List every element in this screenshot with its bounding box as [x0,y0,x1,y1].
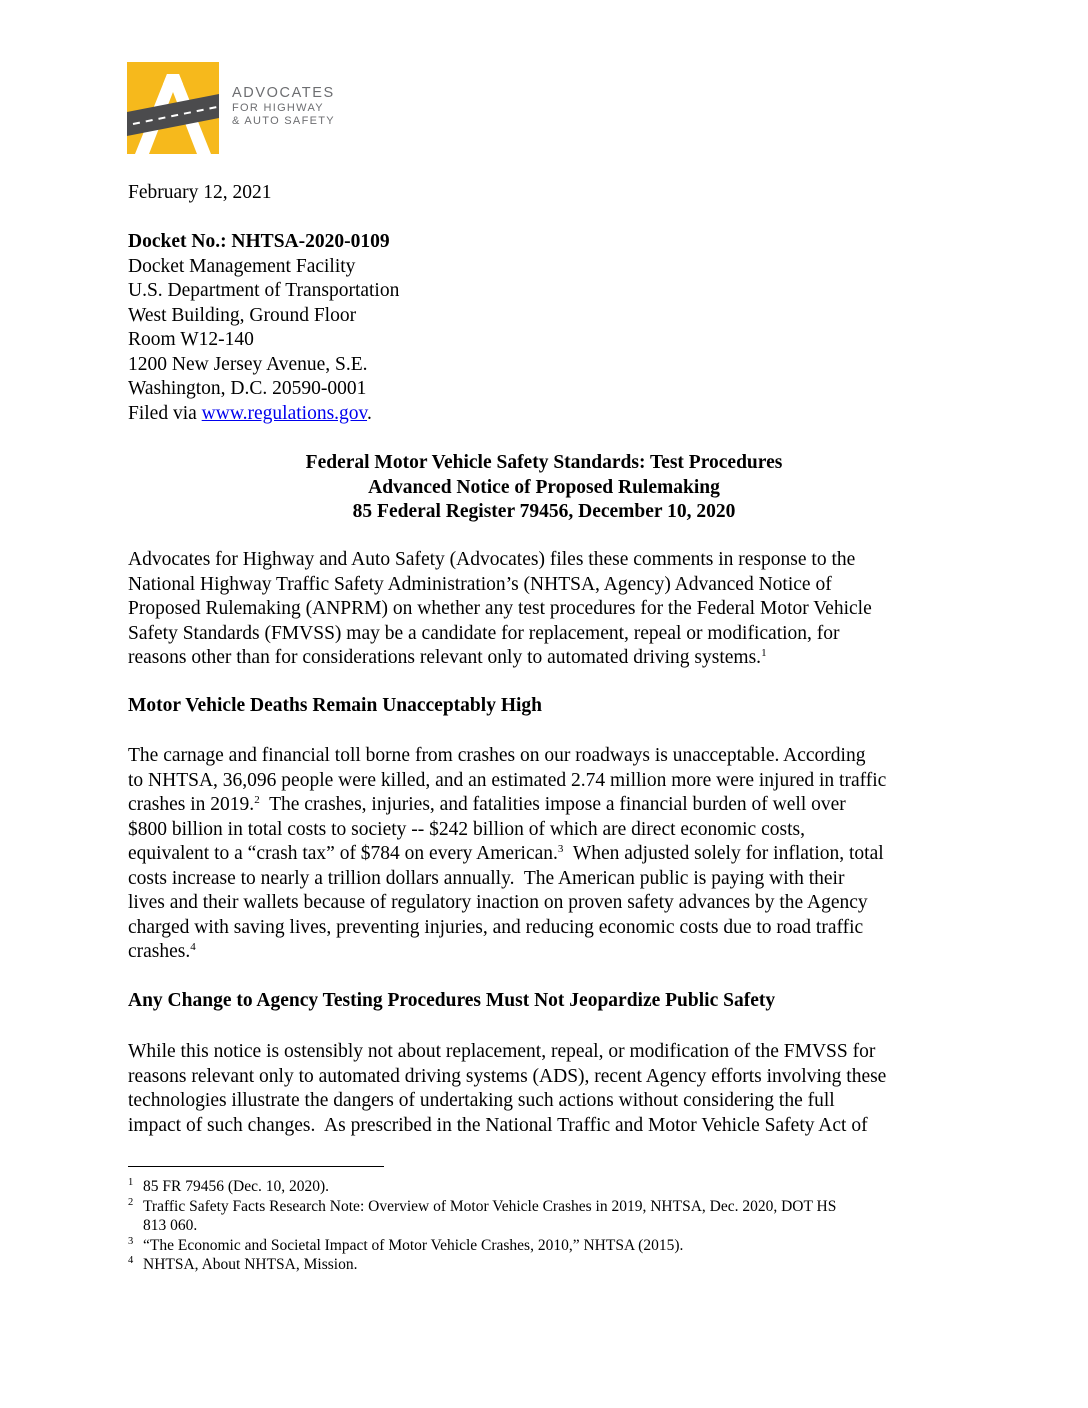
paragraph-line: Safety Standards (FMVSS) may be a candidate for replacement, repeal or modification, for [128,622,840,644]
intro-paragraph [128,548,968,671]
paragraph-line: impact of such changes. As prescribed in the National Traffic and Motor Vehicle Safety Act of [128,1114,868,1136]
footnote [128,1177,968,1197]
footnote-ref-1[interactable]: 1 [761,647,767,659]
paragraph-line: While this notice is ostensibly not about replacement, repeal, or modification of the FMVSS for [128,1041,876,1062]
paragraph-line [128,940,968,965]
paragraph-line: charged with saving lives, preventing injuries, and reducing economic costs due to road traffic [128,916,864,938]
filed-via-suffix: . [367,402,372,424]
address-line: Washington, D.C. 20590-0001 [128,378,367,399]
footnote-number: 3 [128,1235,134,1247]
paragraph-line: technologies illustrate the dangers of undertaking such actions without considering the full [128,1090,835,1111]
address-line: U.S. Department of Transportation [128,280,400,301]
paragraph-text: When adjusted solely for inflation, total [563,843,884,864]
regulations-gov-link[interactable]: www.regulations.gov [201,402,368,424]
paragraph-line: $800 billion in total costs to society -- $242 billion of which are direct economic costs, [128,818,805,840]
paragraph-line: costs increase to nearly a trillion dollars annually. The American public is paying with their [128,867,845,889]
paragraph-line [128,842,968,867]
title-line-1: Federal Motor Vehicle Safety Standards: Test Procedures [305,452,783,473]
paragraph-line: Advocates for Highway and Auto Safety (Advocates) files these comments in response to the [128,549,856,570]
logo-line-1: ADVOCATES [232,85,335,101]
paragraph-text: reasons other than for considerations relevant only to automated driving systems. [128,647,762,668]
footnote-text: 85 FR 79456 (Dec. 10, 2020). [143,1178,329,1195]
footnote [128,1255,968,1275]
footnote [128,1236,968,1256]
footnotes [128,1177,968,1275]
address-block [128,230,399,426]
filed-via-prefix: Filed via [128,402,202,424]
paragraph-text: The crashes, injuries, and fatalities impose a financial burden of well over [259,794,846,815]
paragraph-text: equivalent to a “crash tax” of $784 on every American. [128,843,558,864]
logo-wordmark [232,86,335,127]
footnote-number: 1 [128,1177,134,1188]
footnote-ref-3[interactable]: 3 [557,843,564,855]
footnote [128,1197,968,1236]
title-line-3: 85 Federal Register 79456, December 10, 2020 [352,501,736,522]
paragraph-line [128,646,968,671]
footnote-divider [128,1166,384,1167]
testing-paragraph [128,1040,968,1138]
logo-line-3: & AUTO SAFETY [232,114,335,127]
footnote-ref-4[interactable]: 4 [190,941,196,953]
logo-mark-icon [127,62,219,154]
letter-date: February 12, 2021 [128,182,272,203]
paragraph-line: to NHTSA, 36,096 people were killed, and an estimated 2.74 million more were injured in traffic [128,769,887,791]
footnote-number: 2 [128,1196,134,1208]
paragraph-text: crashes. [128,941,191,962]
paragraph-line: Proposed Rulemaking (ANPRM) on whether any test procedures for the Federal Motor Vehicle [128,598,872,619]
footnote-text: NHTSA, About NHTSA, Mission. [143,1256,358,1273]
footnote-number: 4 [128,1255,134,1266]
paragraph-text: crashes in 2019. [128,794,255,815]
address-line: Docket Management Facility [128,255,356,277]
footnote-text: “The Economic and Societal Impact of Motor Vehicle Crashes, 2010,” NHTSA (2015). [143,1236,684,1254]
footnote-ref-2[interactable]: 2 [254,794,260,806]
deaths-paragraph [128,744,968,965]
paragraph-line: National Highway Traffic Safety Administration’s (NHTSA, Agency) Advanced Notice of [128,573,832,595]
docket-number: Docket No.: NHTSA-2020-0109 [128,231,390,252]
address-line: West Building, Ground Floor [128,304,357,326]
address-line: 1200 New Jersey Avenue, S.E. [128,353,368,375]
footnote-text: Traffic Safety Facts Research Note: Overview of Motor Vehicle Crashes in 2019, NHTSA, Dec. 2020, DOT HS [143,1197,837,1215]
section-heading-deaths: Motor Vehicle Deaths Remain Unacceptably High [128,695,542,716]
filed-via-line [128,402,399,427]
footnote-text-continued: 813 060. [143,1217,198,1234]
logo-line-2: FOR HIGHWAY [232,101,324,114]
paragraph-line [128,793,968,818]
title-line-2: Advanced Notice of Proposed Rulemaking [368,476,720,498]
address-line: Room W12-140 [128,329,254,350]
advocates-logo [127,62,357,154]
paragraph-line: The carnage and financial toll borne from crashes on our roadways is unacceptable. According [128,745,866,766]
paragraph-line: lives and their wallets because of regulatory inaction on proven safety advances by the Agency [128,892,868,913]
document-title [0,451,1088,525]
section-heading-testing: Any Change to Agency Testing Procedures Must Not Jeopardize Public Safety [128,990,776,1011]
paragraph-line: reasons relevant only to automated driving systems (ADS), recent Agency efforts involving these [128,1065,887,1087]
